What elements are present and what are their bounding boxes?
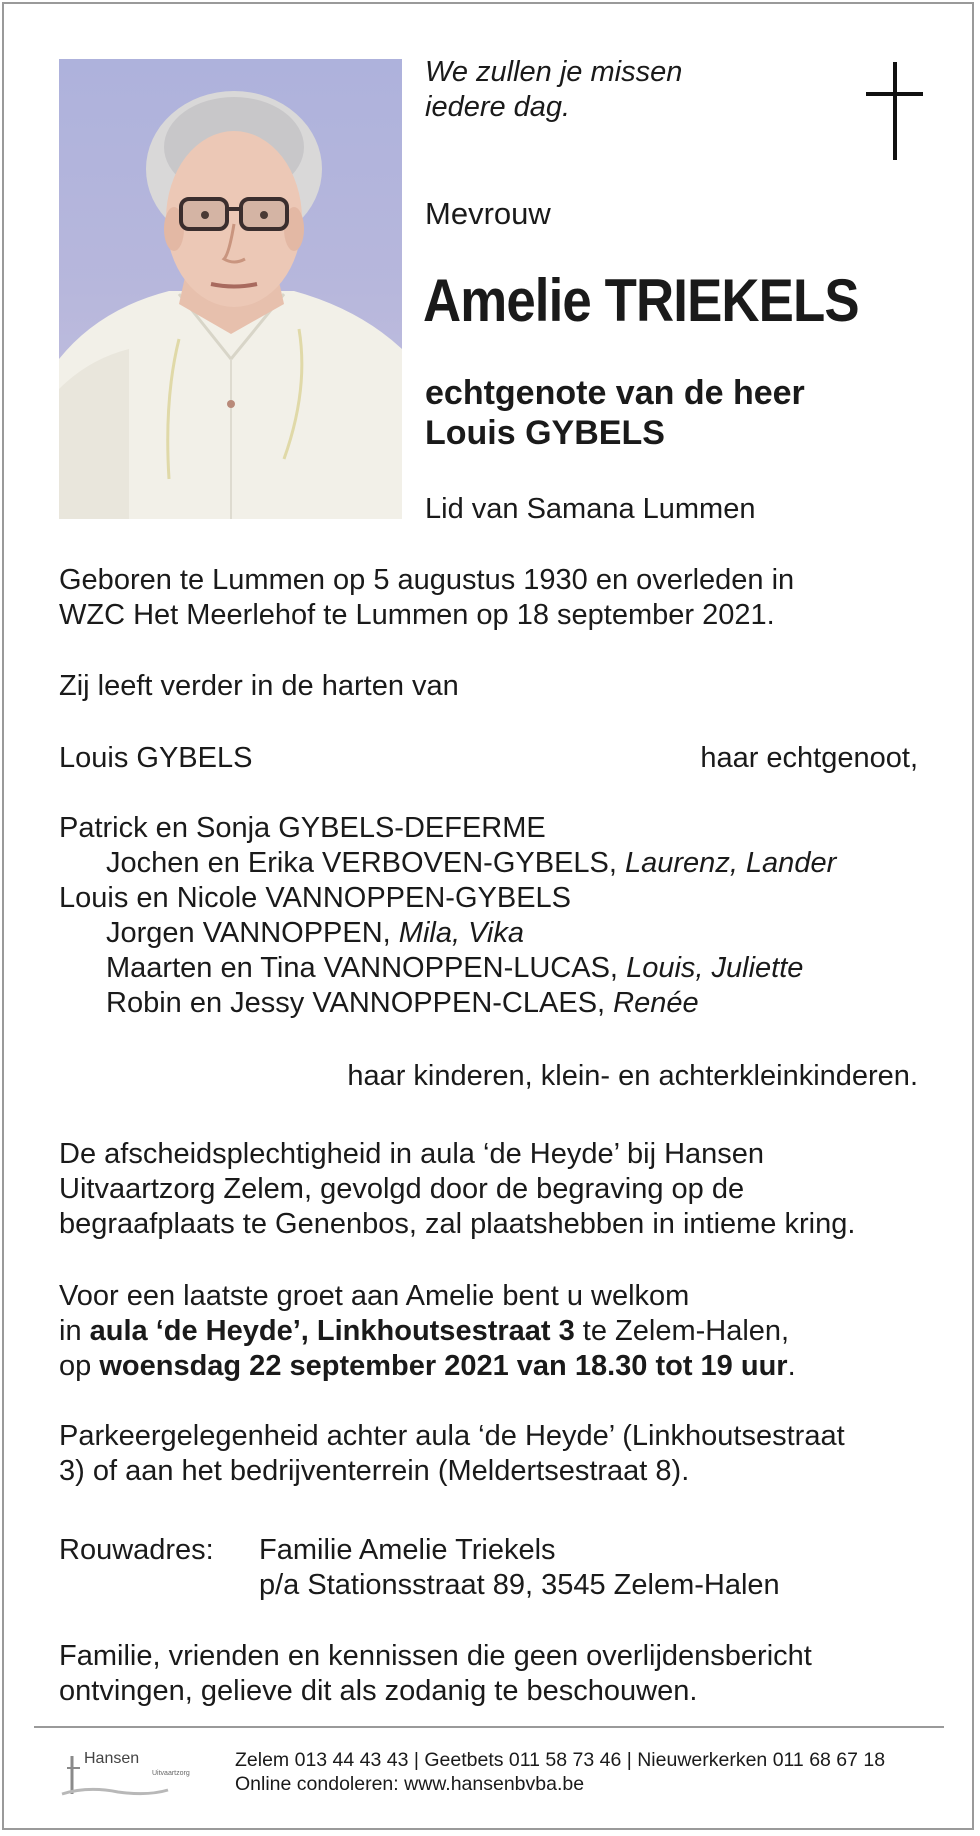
lives-on-text: Zij leeft verder in de harten van <box>59 670 459 702</box>
footer-online[interactable]: Online condoleren: www.hansenbvba.be <box>235 1773 585 1795</box>
spouse-entry-name: Louis GYBELS <box>59 742 253 774</box>
family-role: haar kinderen, klein- en achterkleinkinderen. <box>347 1060 918 1092</box>
text-line: De afscheidsplechtigheid in aula ‘de Heyde’ bij Hansen <box>59 1138 765 1170</box>
portrait-photo <box>59 59 402 519</box>
cross-icon <box>866 62 948 160</box>
address-block <box>259 1533 780 1603</box>
text-line: begraafplaats te Genenbos, zal plaatshebben in intieme kring. <box>59 1208 856 1240</box>
text-line: Familie Amelie Triekels <box>259 1534 556 1566</box>
title-prefix: Mevrouw <box>425 196 551 231</box>
text-line: 3) of aan het bedrijventerrein (Meldertsestraat 8). <box>59 1455 690 1487</box>
motto <box>425 55 682 125</box>
text-line: in aula ‘de Heyde’, Linkhoutsestraat 3 te Zelem-Halen, <box>59 1315 790 1347</box>
family-row: Jochen en Erika VERBOVEN-GYBELS, Laurenz, Lander <box>106 847 837 879</box>
logo-name: Hansen <box>84 1750 140 1767</box>
spouse-name: Louis GYBELS <box>425 414 665 452</box>
notice-paragraph <box>59 1639 812 1709</box>
motto-line: We zullen je missen <box>425 56 683 88</box>
motto-line: iedere dag. <box>425 91 571 123</box>
text-line: Familie, vrienden en kennissen die geen overlijdensbericht <box>59 1640 812 1672</box>
logo-subtitle: Uitvaartzorg <box>152 1770 190 1777</box>
family-row: Louis en Nicole VANNOPPEN-GYBELS <box>59 882 572 914</box>
family-row: Maarten en Tina VANNOPPEN-LUCAS, Louis, Juliette <box>106 952 804 984</box>
text-line: Parkeergelegenheid achter aula ‘de Heyde’ (Linkhoutsestraat <box>59 1420 845 1452</box>
text-line: WZC Het Meerlehof te Lummen op 18 september 2021. <box>59 599 775 631</box>
text-line: op woensdag 22 september 2021 van 18.30 tot 19 uur. <box>59 1350 796 1382</box>
ceremony-paragraph <box>59 1137 855 1242</box>
spouse-entry-role: haar echtgenoot, <box>700 742 918 774</box>
parking-paragraph <box>59 1419 845 1489</box>
family-row: Robin en Jessy VANNOPPEN-CLAES, Renée <box>106 987 699 1019</box>
spouse-info <box>425 373 805 453</box>
membership: Lid van Samana Lummen <box>425 493 756 525</box>
family-row: Patrick en Sonja GYBELS-DEFERME <box>59 812 546 844</box>
family-row: Jorgen VANNOPPEN, Mila, Vika <box>106 917 524 949</box>
text-line: Voor een laatste groet aan Amelie bent u welkom <box>59 1280 690 1312</box>
footer-phones: Zelem 013 44 43 43 | Geetbets 011 58 73 46 | Nieuwerkerken 011 68 67 18 <box>235 1749 886 1771</box>
address-label: Rouwadres: <box>59 1534 214 1566</box>
deceased-name: Amelie TRIEKELS <box>423 267 859 334</box>
family-list <box>59 811 836 1021</box>
birth-death-paragraph <box>59 563 794 633</box>
spouse-line: echtgenote van de heer <box>425 374 805 412</box>
hansen-logo <box>58 1748 208 1798</box>
text-line: ontvingen, gelieve dit als zodanig te beschouwen. <box>59 1675 698 1707</box>
text-line: p/a Stationsstraat 89, 3545 Zelem-Halen <box>259 1569 780 1601</box>
text-line: Geboren te Lummen op 5 augustus 1930 en overleden in <box>59 564 795 596</box>
footer-divider <box>34 1726 944 1728</box>
text-line: Uitvaartzorg Zelem, gevolgd door de begraving op de <box>59 1173 745 1205</box>
farewell-paragraph <box>59 1279 796 1384</box>
